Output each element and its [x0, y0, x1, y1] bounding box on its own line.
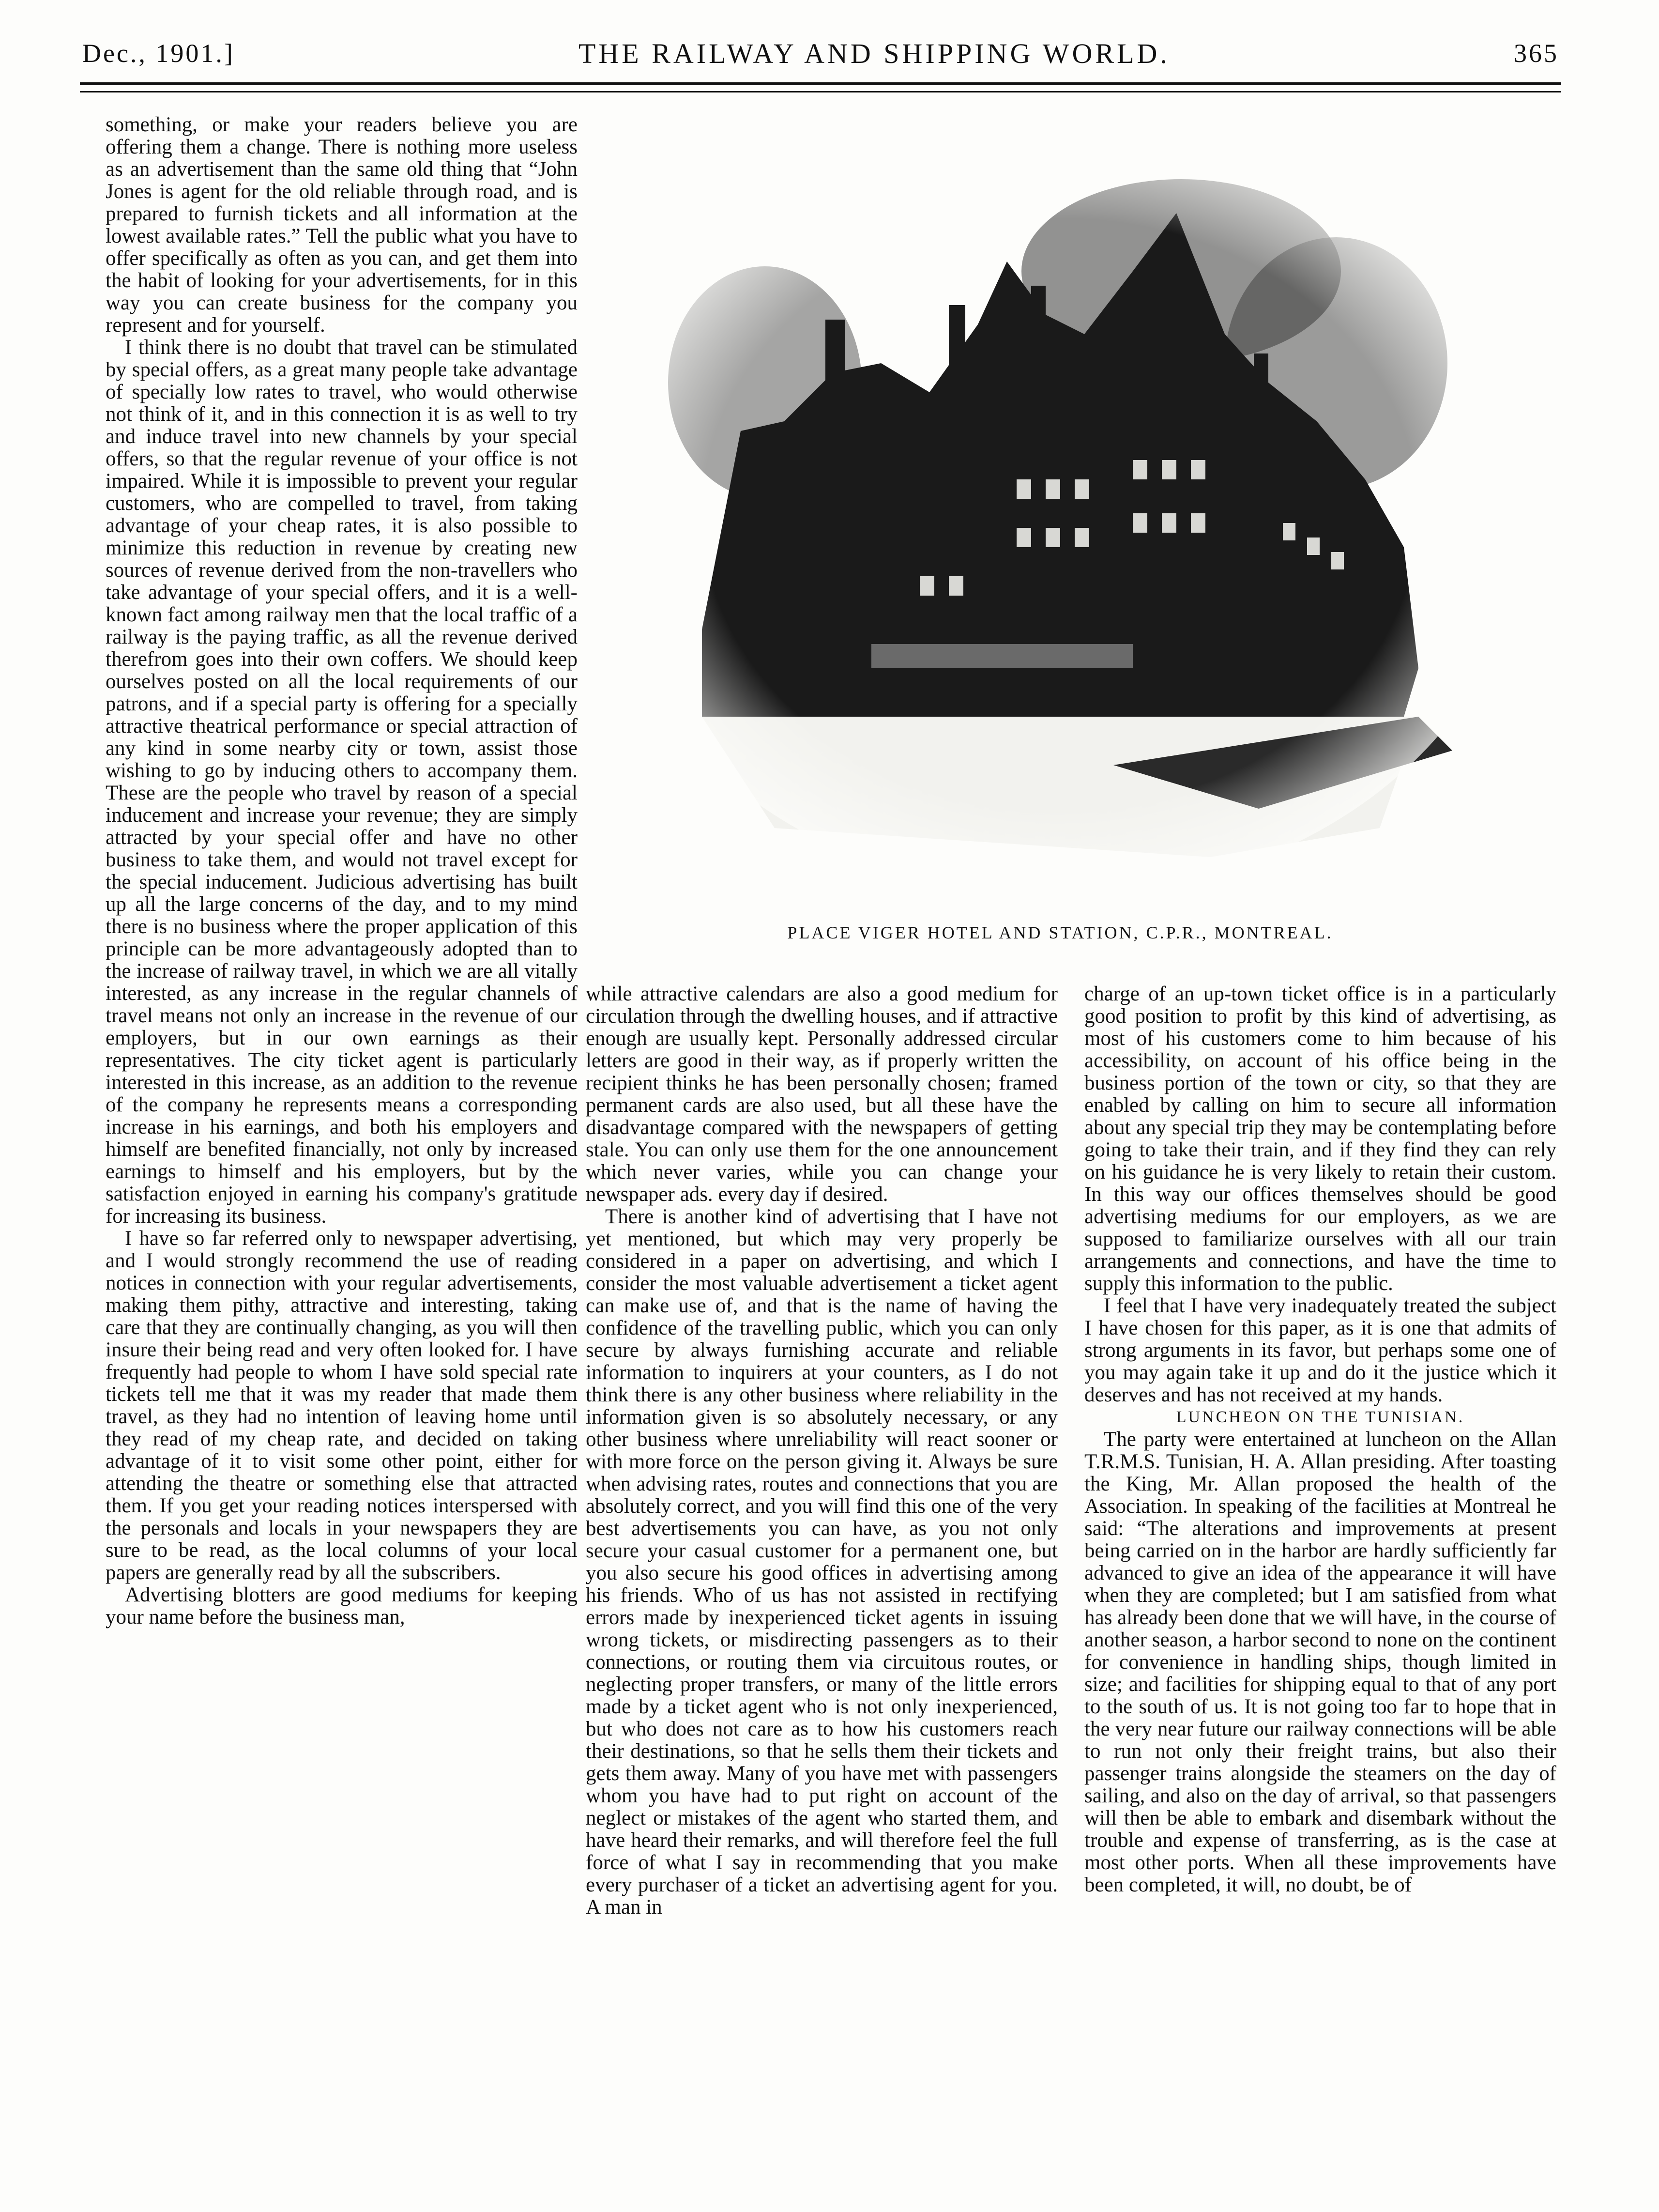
header-rule-thin: [80, 91, 1561, 92]
page-number: 365: [1513, 39, 1559, 68]
paragraph: There is another kind of advertising that I have not yet mentioned, but which may very properly be considered in a paper on advertising, and which I consider the most valuable advertisement a ticket agent can make use of, and that is the name of having the confidence of the travelling public, which you can only secure by always furnishing accurate and reliable information to inquirers at your counters, as I do not think there is any other business where reliability in the information given is so absolutely necessary, or any other business where unreliability will react sooner or with more force on the person giving it. Always be sure when advising rates, routes and connections that you are absolutely correct, and you will find this one of the very best advertisements you can have, as you not only secure your casual customer for a permanent one, but you also secure his good offices in advertising among his friends. Who of us has not assisted in rectifying errors made by inexperienced ticket agents in issuing wrong tickets, or misdirecting passengers as to their connections, or routing them via circuitous routes, or neglecting proper transfers, or many of the little errors made by a ticket agent who is not only inexperienced, but who does not care as to how his customers reach their destinations, so that he sells them their tickets and gets them away. Many of you have met with passengers whom you have had to put right on account of the neglect or mistakes of the agent who started them, and have heard their remarks, and will therefore feel the full force of what I say in recommending that you make every purchaser of a ticket an advertising agent for you. A man in: [586, 1205, 1058, 1919]
paragraph: I feel that I have very inadequately treated the subject I have chosen for this paper, as it is one that admits of strong arguments in its favor, but perhaps some one of you may again take it up and do it the justice which it deserves and has not received at my hands.: [1084, 1294, 1556, 1406]
paragraph: something, or make your readers believe you are offering them a change. There is nothing more useless as an advertisement than the same old thing that “John Jones is agent for the old reliable through road, and is prepared to furnish tickets and all information at the lowest available rates.” Tell the public what you have to offer specifically as often as you can, and get them into the habit of looking for your advertisements, for in this way you can create business for the company you represent and for yourself.: [106, 113, 578, 337]
section-heading: LUNCHEON ON THE TUNISIAN.: [1176, 1408, 1465, 1426]
header-rule: [80, 82, 1561, 85]
paragraph: I think there is no doubt that travel can be stimulated by special offers, as a great many people take advantage of specially low rates to travel, who would otherwise not think of it, and in this connection it is as well to try and induce travel into new channels by your special offers, so that the regular revenue of your office is not impaired. While it is impossible to prevent your regular customers, who are compelled to travel, from taking advantage of your cheap rates, it is also possible to minimize this reduction in revenue by creating new sources of revenue derived from the non-travellers who take advantage of your special offers, and it is a well-known fact among railway men that the local traffic of a railway is the paying traffic, as all the revenue derived therefrom goes into their own coffers. We should keep ourselves posted on all the local requirements of our patrons, and if a special party is offering for a specially attractive theatrical performance or special attraction of any kind in some nearby city or town, assist those wishing to go by inducing others to accompany them. These are the people who travel by reason of a special inducement and increase your revenue; they are simply attracted by your special offer and have no other business to take them, and would not travel except for the special inducement. Judicious advertising has built up all the large concerns of the day, and to my mind there is no business where the proper application of this principle can be more advantageously adopted than to the increase of railway travel, in which we are all vitally interested, as any increase in the regular channels of travel means not only an increase in the revenue of our employers, but in our own earnings as their representatives. The city ticket agent is particularly interested in this increase, as an addition to the revenue of the company he represents means a corresponding increase in his earnings, and both his employers and himself are benefited financially, not only by increased earnings to himself and his employers, but by the satisfaction enjoyed in earning his company's gratitude for increasing its business.: [106, 336, 578, 1228]
figure-caption: PLACE VIGER HOTEL AND STATION, C.P.R., MONTREAL.: [787, 923, 1333, 942]
paragraph: Advertising blotters are good mediums for keeping your name before the business man,: [106, 1583, 578, 1628]
paragraph: The party were entertained at luncheon on the Allan T.R.M.S. Tunisian, H. A. Allan presiding. After toasting the King, Mr. Allan proposed the health of the Association. In speaking of the facilities at Montreal he said: “The alterations and improvements at present being carried on in the harbor are hardly sufficiently far advanced to give an idea of the appearance it will have when they are completed; but I am satisfied from what has already been done that we will have, in the course of another season, a harbor second to none on the continent for convenience in handling ships, though limited in size; and facilities for shipping equal to that of any port to the south of us. It is not going too far to hope that in the very near future our railway connections will be able to run not only their freight trains, but also their passenger trains alongside the steamers on the day of sailing, and also on the day of arrival, so that passengers will then be able to embark and disembark without the trouble and expense of transferring, as is the case at most other ports. When all these improvements have been completed, it will, no doubt, be of: [1084, 1428, 1556, 1896]
paragraph: I have so far referred only to newspaper advertising, and I would strongly recommend the use of reading notices in connection with your regular advertisements, making them pithy, attractive and interesting, taking care that they are continually changing, as you will then insure their being read and very often looked for. I have frequently had people to whom I have sold special rate tickets tell me that it was my reader that made them travel, as they had no intention of leaving home until they read of my cheap rate, and decided on taking advantage of it to visit some other point, either for attending the theatre or something else that attracted them. If you get your reading notices interspersed with the personals and locals in your newspapers they are sure to be read, as the local columns of your local papers are generally read by all the subscribers.: [106, 1227, 578, 1584]
hotel-station-illustration: [581, 111, 1539, 915]
paragraph: charge of an up-town ticket office is in a particularly good position to profit by this kind of advertising, as most of his customers come to him because of his accessibility, on account of his office being in the business portion of the town or city, so that they are enabled by calling on him to secure all information about any special trip they may be contemplating before going to take their train, and if they find they can rely on his guidance he is very likely to retain their custom. In this way our offices themselves should be good advertising mediums for our employers, as we are supposed to familiarize ourselves with all our train arrangements and connections, and have the time to supply this information to the public.: [1084, 983, 1556, 1295]
journal-title: THE RAILWAY AND SHIPPING WORLD.: [578, 37, 1170, 69]
issue-date: Dec., 1901.]: [82, 39, 235, 68]
running-header: [82, 24, 1559, 82]
text-column-1: [106, 114, 578, 2089]
text-column-3: [1084, 983, 1556, 2092]
paragraph: while attractive calendars are also a good medium for circulation through the dwelling houses, and if attractive enough are usually kept. Personally addressed circular letters are good in their way, as if properly written the recipient thinks he has been personally chosen; framed permanent cards are also used, but all these have the disadvantage compared with the newspapers of getting stale. You can only use them for the one announcement which never varies, while you can change your newspaper ads. every day if desired.: [586, 983, 1058, 1206]
text-column-2: [586, 983, 1058, 2092]
